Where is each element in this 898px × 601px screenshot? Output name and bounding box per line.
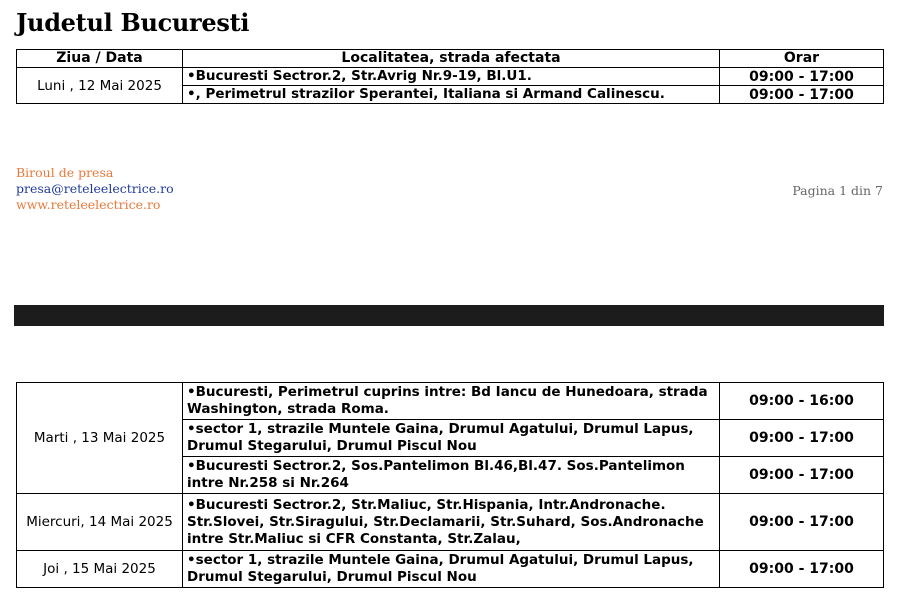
table-row xyxy=(17,68,884,86)
date-cell: Miercuri, 14 Mai 2025 xyxy=(17,494,183,551)
press-office-footer xyxy=(16,165,174,213)
page-break-divider xyxy=(14,305,884,326)
date-cell: Marti , 13 Mai 2025 xyxy=(17,383,183,494)
time-cell: 09:00 - 17:00 xyxy=(720,420,884,457)
time-cell: 09:00 - 17:00 xyxy=(720,86,884,104)
schedule-table-page-1 xyxy=(16,49,884,104)
website-link[interactable]: www.reteleelectrice.ro xyxy=(16,197,161,212)
location-cell: •sector 1, strazile Muntele Gaina, Drumul Agatului, Drumul Lapus, Drumul Stegarului, Drumul Piscul Nou xyxy=(183,420,720,457)
press-office-label: Biroul de presa xyxy=(16,165,114,180)
page-title: Judetul Bucuresti xyxy=(16,8,250,37)
time-cell: 09:00 - 17:00 xyxy=(720,551,884,588)
time-cell: 09:00 - 16:00 xyxy=(720,383,884,420)
header-date: Ziua / Data xyxy=(17,50,183,68)
time-cell: 09:00 - 17:00 xyxy=(720,457,884,494)
header-time: Orar xyxy=(720,50,884,68)
table-row xyxy=(17,383,884,420)
location-cell: •sector 1, strazile Muntele Gaina, Drumul Agatului, Drumul Lapus, Drumul Stegarului, Drumul Piscul Nou xyxy=(183,551,720,588)
location-cell: •Bucuresti Sectror.2, Str.Maliuc, Str.Hispania, Intr.Andronache. Str.Slovei, Str.Siragului, Str.Declamarii, Str.Suhard, Sos.Andronache intre Str.Maliuc si CFR Constanta, Str.Zalau, xyxy=(183,494,720,551)
press-email-link[interactable]: presa@reteleelectrice.ro xyxy=(16,181,174,196)
location-cell: •Bucuresti, Perimetrul cuprins intre: Bd Iancu de Hunedoara, strada Washington, strada Roma. xyxy=(183,383,720,420)
table-row xyxy=(17,494,884,551)
location-cell: •, Perimetrul strazilor Sperantei, Italiana si Armand Calinescu. xyxy=(183,86,720,104)
location-cell: •Bucuresti Sectror.2, Sos.Pantelimon Bl.46,Bl.47. Sos.Pantelimon intre Nr.258 si Nr.264 xyxy=(183,457,720,494)
table-row xyxy=(17,551,884,588)
date-cell: Joi , 15 Mai 2025 xyxy=(17,551,183,588)
location-cell: •Bucuresti Sectror.2, Str.Avrig Nr.9-19, Bl.U1. xyxy=(183,68,720,86)
time-cell: 09:00 - 17:00 xyxy=(720,494,884,551)
schedule-table-page-2 xyxy=(16,382,884,588)
date-cell: Luni , 12 Mai 2025 xyxy=(17,68,183,104)
table-header-row xyxy=(17,50,884,68)
time-cell: 09:00 - 17:00 xyxy=(720,68,884,86)
header-location: Localitatea, strada afectata xyxy=(183,50,720,68)
page-number: Pagina 1 din 7 xyxy=(792,183,883,198)
